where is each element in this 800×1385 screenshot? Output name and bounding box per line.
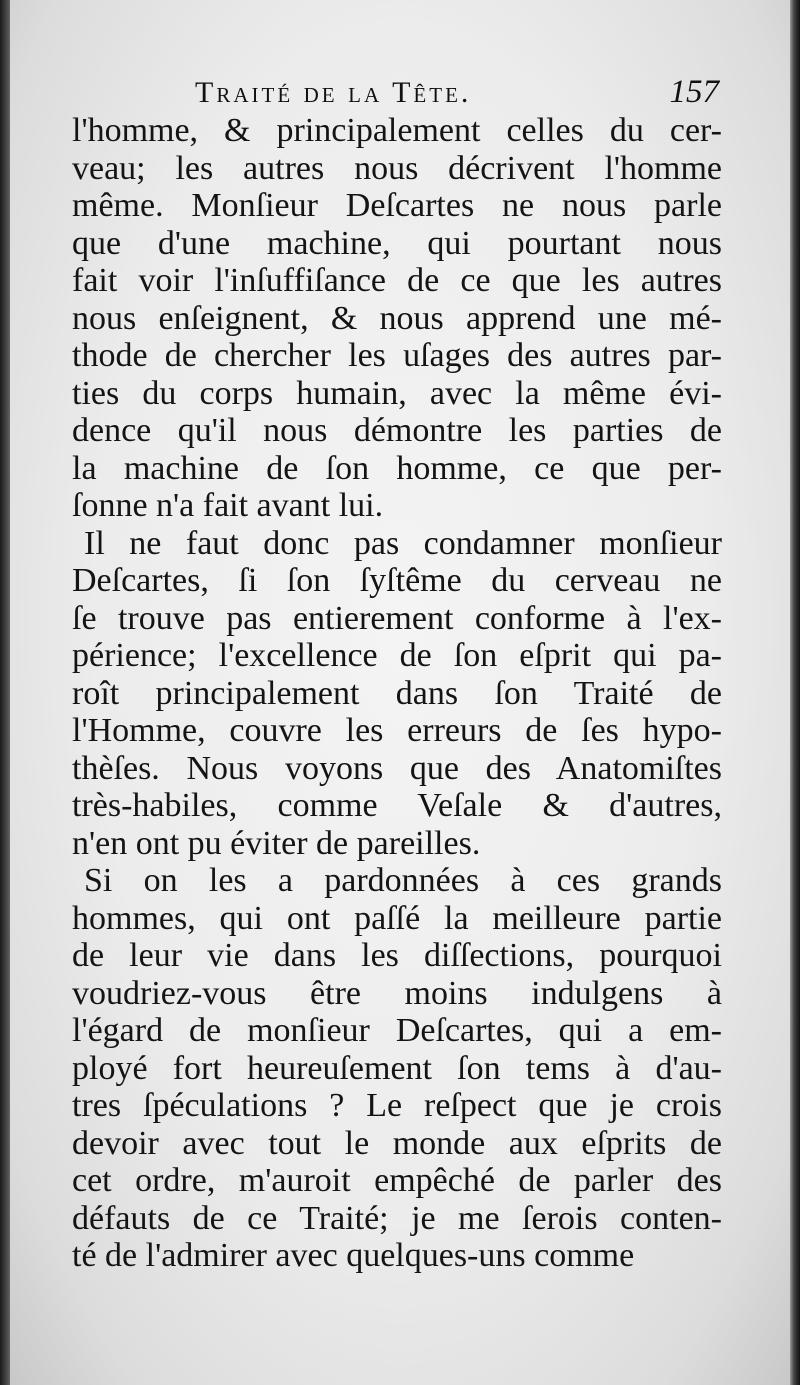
running-head [175, 70, 725, 116]
text-line: ſe trouve pas entierement conforme à l'ex- [72, 599, 722, 637]
text-line: ties du corps humain, avec la même évi- [72, 374, 722, 412]
text-line: périence; l'excellence de ſon eſprit qui pa- [72, 637, 722, 674]
text-line: très-habiles, comme Veſale & d'autres, [72, 787, 722, 824]
text-line: nous enſeignent, & nous apprend une mé- [72, 299, 722, 337]
text-line: dence qu'il nous démontre les parties de [72, 412, 722, 449]
text-line: fait voir l'inſuffiſance de ce que les autres [72, 262, 722, 299]
text-line: té de l'admirer avec quelques-uns comme [72, 1237, 635, 1274]
text-line: voudriez-vous être moins indulgens à [72, 974, 722, 1012]
text-line: l'homme, & principalement celles du cer- [72, 112, 722, 149]
text-line: hommes, qui ont paſſé la meilleure partie [72, 899, 722, 937]
paragraph [72, 112, 722, 525]
running-head-title: Traité de la Tête. [195, 76, 472, 109]
text-line: de leur vie dans les diſſections, pourquoi [72, 937, 722, 974]
text-line: la machine de ſon homme, ce que per- [72, 449, 722, 487]
paragraph [72, 525, 722, 863]
text-line: Si on les a pardonnées à ces grands [84, 862, 722, 899]
text-line: ployé fort heureuſement ſon tems à d'au- [72, 1049, 722, 1087]
text-line: Deſcartes, ſi ſon ſyſtême du cerveau ne [72, 562, 722, 599]
text-line: n'en ont pu éviter de pareilles. [72, 824, 481, 862]
paragraph [72, 862, 722, 1275]
text-line: roît principalement dans ſon Traité de [72, 674, 722, 712]
book-page [10, 0, 790, 1385]
text-line: que d'une machine, qui pourtant nous [72, 224, 722, 262]
text-line: l'Homme, couvre les erreurs de ſes hypo- [72, 712, 722, 749]
body-text [72, 112, 722, 1275]
text-line: thèſes. Nous voyons que des Anatomiſtes [72, 749, 722, 787]
scan-border-right [790, 0, 800, 1385]
page-number: 157 [669, 74, 719, 110]
text-line: veau; les autres nous décrivent l'homme [72, 149, 722, 187]
text-line: devoir avec tout le monde aux eſprits de [72, 1124, 722, 1162]
text-line: l'égard de monſieur Deſcartes, qui a em- [72, 1012, 722, 1049]
text-line: ſonne n'a fait avant lui. [72, 487, 384, 524]
text-line: tres ſpéculations ? Le reſpect que je crois [72, 1087, 722, 1124]
text-line: Il ne faut donc pas condamner monſieur [84, 524, 722, 562]
text-line: même. Monſieur Deſcartes ne nous parle [72, 187, 722, 224]
text-line: cet ordre, m'auroit empêché de parler des [72, 1162, 722, 1199]
text-line: thode de chercher les uſages des autres par- [72, 337, 722, 374]
text-line: défauts de ce Traité; je me ſerois conten- [72, 1199, 722, 1237]
